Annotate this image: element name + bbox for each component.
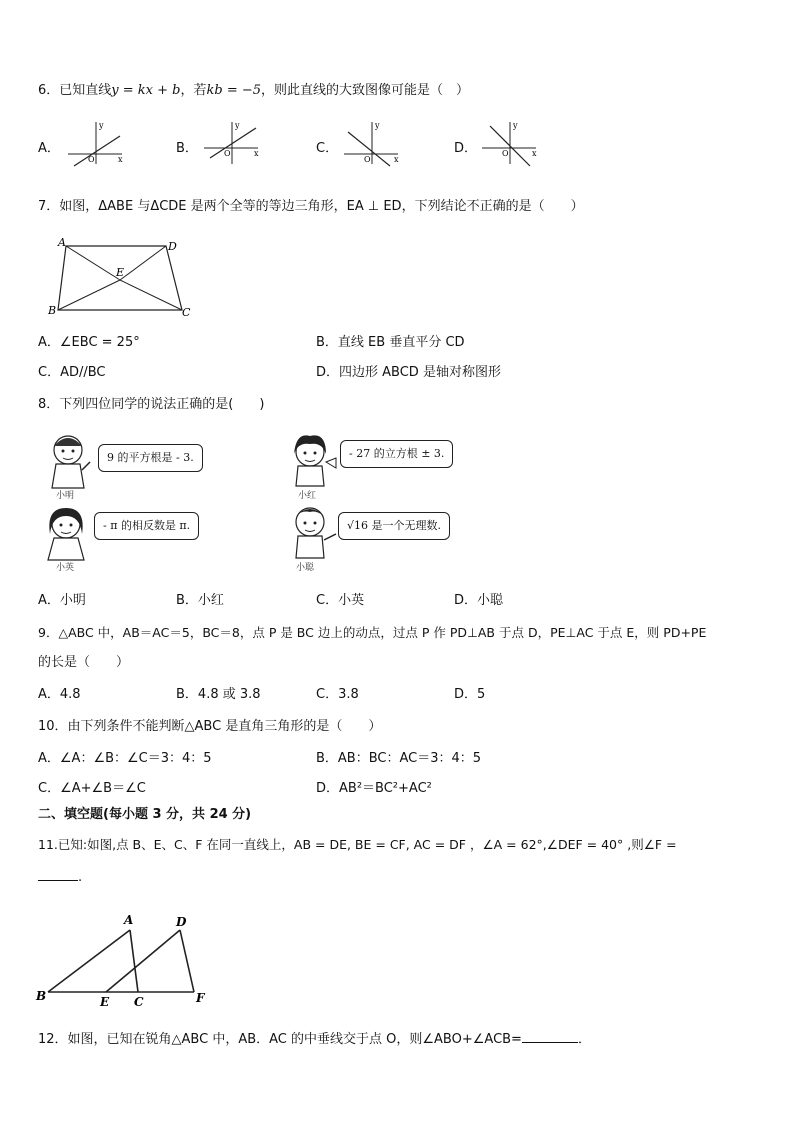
- q8-option-a[interactable]: A．小明: [38, 593, 86, 608]
- q10-option-d[interactable]: D．AB²＝BC²+AC²: [316, 781, 432, 796]
- label-e: E: [100, 995, 110, 1009]
- q6-option-c[interactable]: C．: [316, 141, 339, 156]
- q6-stem: [38, 82, 469, 100]
- segment-ae: [66, 246, 120, 280]
- kid-xiaoying-illustration: [42, 504, 94, 564]
- origin-label: O: [224, 149, 231, 158]
- q8-option-c[interactable]: C．小英: [316, 593, 365, 608]
- q6-equation: y = kx + b: [111, 83, 181, 98]
- graph-line: [210, 128, 256, 158]
- q6-graph-b: [202, 118, 262, 168]
- segment-ce: [120, 280, 182, 310]
- q10-option-c[interactable]: C．∠A+∠B＝∠C: [38, 781, 146, 796]
- label-b: B: [36, 989, 47, 1003]
- x-label: x: [254, 149, 259, 158]
- q12-stem-text: 12．如图，已知在锐角△ABC 中，AB．AC 的中垂线交于点 O，则∠ABO+∠ACB=: [38, 1032, 522, 1047]
- q9-option-b[interactable]: B．4.8 或 3.8: [176, 687, 261, 702]
- segment-de: [120, 246, 166, 280]
- kid-name-xiaohong: 小红: [298, 491, 317, 501]
- speech-bubble-xiaocong: √16 是一个无理数.: [338, 512, 450, 540]
- speech-bubble-xiaoming: 9 的平方根是 - 3.: [98, 444, 203, 472]
- q6-graph-c: [342, 118, 402, 168]
- y-label: y: [235, 121, 240, 130]
- q11-answer-blank[interactable]: .: [38, 868, 82, 887]
- q7-figure: [44, 234, 204, 324]
- label-c: C: [134, 995, 144, 1009]
- label-c: C: [182, 306, 191, 319]
- label-f: F: [196, 991, 205, 1005]
- q10-stem: 10．由下列条件不能判断△ABC 是直角三角形的是（ ）: [38, 719, 382, 734]
- q7-option-c[interactable]: C．AD//BC: [38, 365, 106, 380]
- q12-stem: [38, 1030, 591, 1049]
- q9-stem-line2: 的长是（ ）: [38, 655, 130, 670]
- q12-stem-end: ．: [577, 1032, 591, 1047]
- q6-stem-start: 6．已知直线: [38, 83, 112, 98]
- q12-answer-blank[interactable]: [522, 1030, 578, 1043]
- kid-xiaohong-illustration: [286, 432, 342, 492]
- x-label: x: [394, 155, 399, 164]
- q7-option-a[interactable]: A．∠EBC = 25°: [38, 335, 140, 350]
- q6-condition: kb = −5: [206, 83, 262, 98]
- kid-name-xiaocong: 小聪: [296, 563, 315, 573]
- y-label: y: [375, 121, 380, 130]
- q7-option-b[interactable]: B．直线 EB 垂直平分 CD: [316, 335, 465, 350]
- q7-option-d[interactable]: D．四边形 ABCD 是轴对称图形: [316, 365, 501, 380]
- q8-option-d[interactable]: D．小聪: [454, 593, 504, 608]
- label-e: E: [116, 266, 125, 279]
- q7-stem: 7．如图，ΔABE 与ΔCDE 是两个全等的等边三角形，EA ⊥ ED，下列结论不正确的是（ ）: [38, 199, 584, 214]
- q11-stem: 11.已知:如图,点 B、E、C、F 在同一直线上，AB = DE, BE = CF, AC = DF ，∠A = 62°,∠DEF = 40° ,则∠F =: [38, 837, 677, 852]
- origin-label: O: [88, 155, 95, 164]
- section-2-title: 二、填空题(每小题 3 分，共 24 分): [38, 807, 252, 822]
- q6-graph-d: [480, 118, 540, 168]
- q6-graph-a: [66, 118, 126, 168]
- y-label: y: [513, 121, 518, 130]
- q9-option-a[interactable]: A．4.8: [38, 687, 81, 702]
- q6-stem-mid: ，若: [180, 83, 207, 98]
- kid-xiaoming-illustration: [46, 432, 96, 492]
- speech-bubble-xiaoying: - π 的相反数是 π.: [94, 512, 199, 540]
- label-b: B: [48, 304, 57, 317]
- y-label: y: [99, 121, 104, 130]
- segment-be: [58, 280, 120, 310]
- q6-option-a[interactable]: A．: [38, 141, 60, 156]
- label-d: D: [168, 240, 177, 253]
- x-label: x: [118, 155, 123, 164]
- label-a: A: [58, 236, 66, 249]
- q6-option-d[interactable]: D．: [454, 141, 478, 156]
- origin-label: O: [502, 149, 509, 158]
- segment-ac: [130, 930, 138, 992]
- q9-stem-line1: 9．△ABC 中，AB＝AC＝5，BC＝8，点 P 是 BC 边上的动点，过点 P 作 PD⊥AB 于点 D，PE⊥AC 于点 E，则 PD+PE: [38, 625, 707, 640]
- q9-option-d[interactable]: D．5: [454, 687, 486, 702]
- q11-figure: [34, 910, 214, 1009]
- q8-stem: 8．下列四位同学的说法正确的是( ): [38, 397, 265, 412]
- origin-label: O: [364, 155, 371, 164]
- q10-option-a[interactable]: A．∠A：∠B：∠C＝3：4：5: [38, 751, 212, 766]
- q9-option-c[interactable]: C．3.8: [316, 687, 359, 702]
- graph-line: [74, 136, 120, 166]
- q8-option-b[interactable]: B．小红: [176, 593, 224, 608]
- kid-name-xiaoying: 小英: [56, 563, 75, 573]
- kid-name-xiaoming: 小明: [56, 491, 75, 501]
- q6-option-b[interactable]: B．: [176, 141, 198, 156]
- q6-stem-tail: ，则此直线的大致图像可能是（ ）: [261, 83, 470, 98]
- kid-xiaocong-illustration: [286, 502, 342, 562]
- q10-option-b[interactable]: B．AB：BC：AC＝3：4：5: [316, 751, 482, 766]
- speech-bubble-xiaohong: - 27 的立方根 ± 3.: [340, 440, 453, 468]
- label-a: A: [124, 913, 134, 927]
- label-d: D: [176, 915, 187, 929]
- segment-df: [180, 930, 194, 992]
- x-label: x: [532, 149, 537, 158]
